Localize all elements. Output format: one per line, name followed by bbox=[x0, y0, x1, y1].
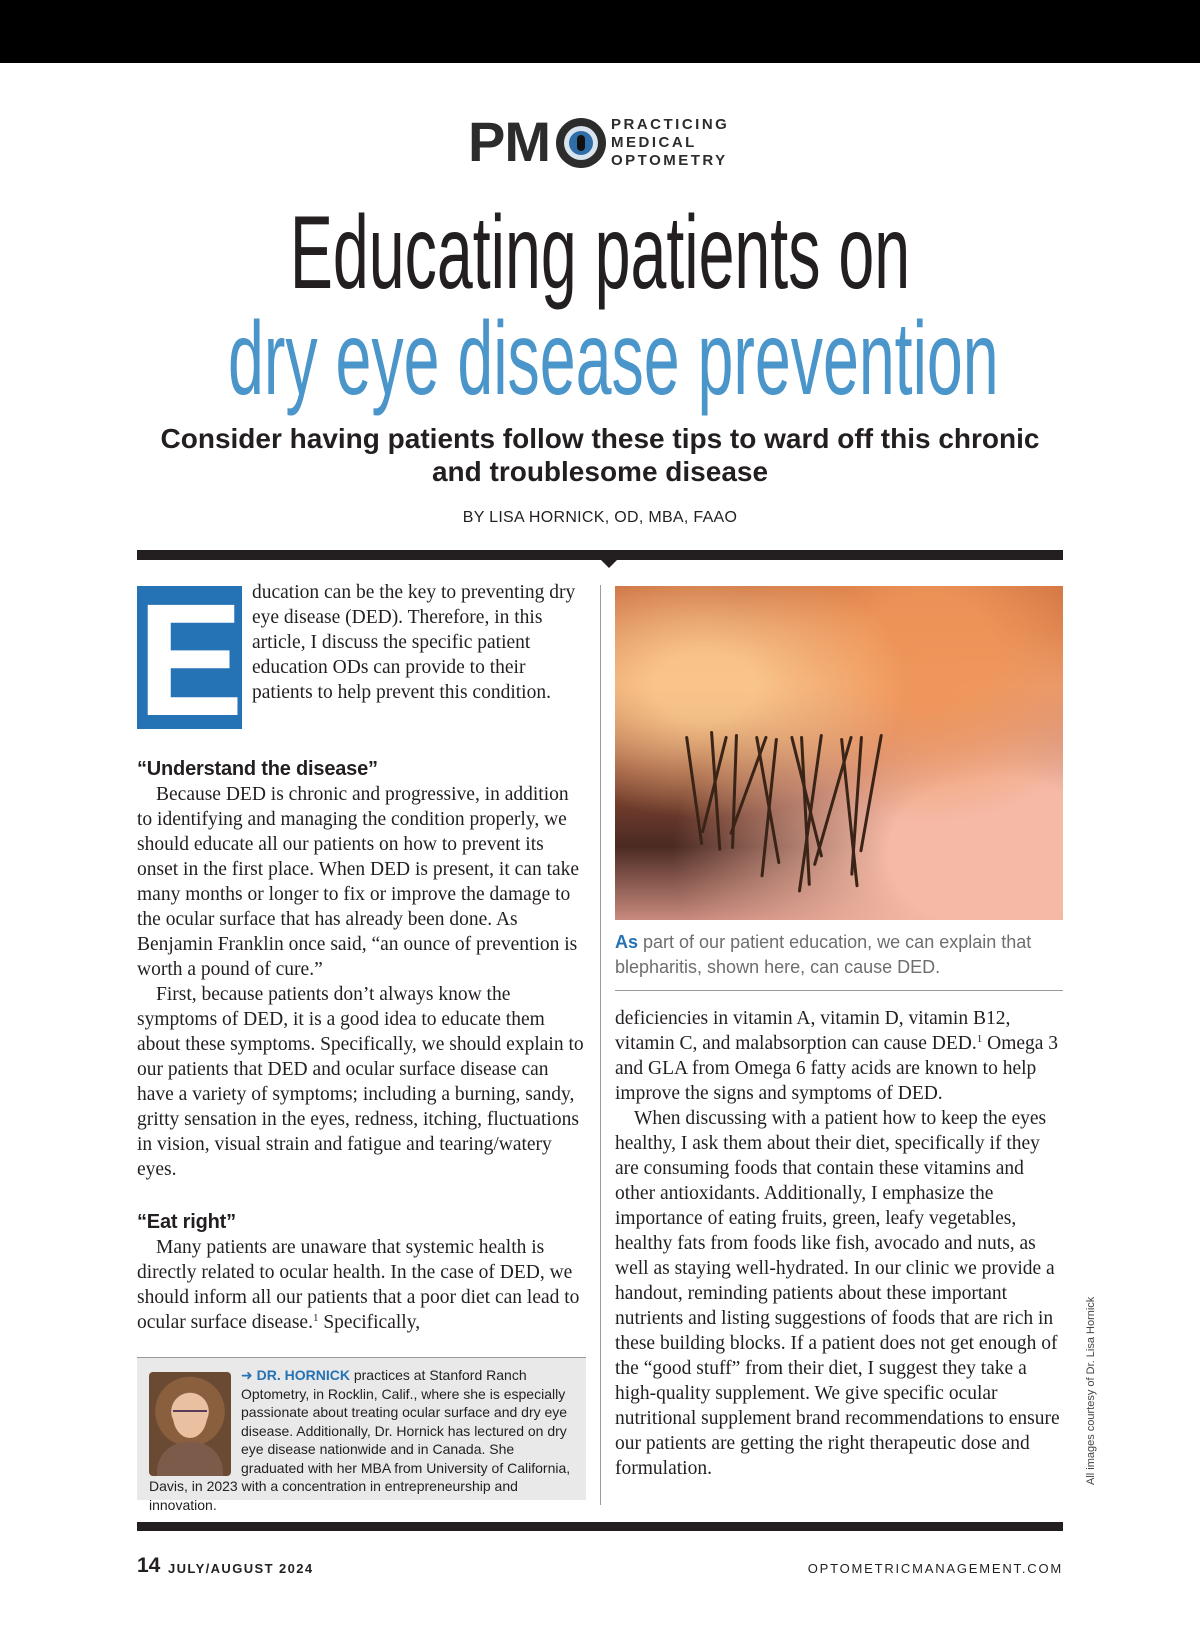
page-number: 14 bbox=[137, 1554, 161, 1577]
eyelash bbox=[859, 734, 883, 853]
body-paragraph: Many patients are unaware that systemic health is directly related to ocular health. In the case of DED, we should inform all our patients that a poor diet can lead to ocular surface disease.$^1$ Specifically, bbox=[137, 1237, 580, 1333]
eyelash bbox=[850, 736, 863, 876]
top-black-bar bbox=[0, 0, 1200, 63]
caption-rule bbox=[615, 990, 1063, 991]
column-divider bbox=[600, 585, 601, 1505]
eye-icon bbox=[556, 118, 606, 168]
logo-wordmark: PRACTICING MEDICAL OPTOMETRY bbox=[611, 116, 730, 169]
eyelash bbox=[685, 736, 703, 845]
section-heading-eat-right: “Eat right” bbox=[137, 1211, 236, 1233]
author-bio: ➜ DR. HORNICK practices at Stanford Ranch Optometry, in Rocklin, Calif., where she is especially passionate about treating ocular surface and dry eye disease. Additionally, Dr. Hornick has lectured on dry eye disease nationwide and in Canada. She graduated with her MBA from University of California, Davis, in 2023 with a concentration in entrepreneurship and innovation. bbox=[149, 1367, 571, 1513]
article-title-line2: dry eye disease prevention bbox=[228, 301, 999, 417]
body-paragraph: deficiencies in vitamin A, vitamin D, vitamin B12, vitamin C, and malabsorption can cause DED.$^1$ Omega 3 and GLA from Omega 6 fatty acids are known to help improve the signs and symptoms of DED. bbox=[615, 1008, 1059, 1104]
section-heading-understand: “Understand the disease” bbox=[137, 758, 378, 780]
footnote-ref: 1 bbox=[312, 1312, 319, 1324]
body-paragraph: Because DED is chronic and progressive, in addition to identifying and managing the condition properly, we should educate all our patients on how to prevent its onset in the first place. When DED is present, it can take many months or longer to fix or improve the damage to the ocular surface that has already been done. As Benjamin Franklin once said, “an ounce of prevention is worth a pound of cure.” bbox=[137, 784, 580, 980]
website: OPTOMETRICMANAGEMENT.COM bbox=[807, 1561, 1063, 1576]
blepharitis-photo bbox=[615, 586, 1063, 920]
photo-credit: All images courtesy of Dr. Lisa Hornick bbox=[1085, 1296, 1097, 1485]
article-subtitle: Consider having patients follow these tips to ward off this chronic and troublesome disease bbox=[160, 423, 1040, 487]
right-column bbox=[615, 1006, 1063, 1481]
logo-pm-letters: PM bbox=[468, 110, 550, 173]
author-bio-box bbox=[137, 1357, 586, 1513]
bottom-rule bbox=[137, 1522, 1063, 1531]
intro-paragraph: ducation can be the key to preventing dry eye disease (DED). Therefore, in this article, I discuss the specific patient education ODs can provide to their patients to help prevent this condition. bbox=[252, 582, 576, 703]
body-paragraph: When discussing with a patient how to keep the eyes healthy, I ask them about their diet, specifically if they are consuming foods that contain these vitamins and other antioxidants. Additionally, I emphasize the importance of eating fruits, green, leafy vegetables, healthy fats from foods like fish, avocado and nuts, as well as staying well-hydrated. In our clinic we provide a handout, reminding patients about these important nutrients and listing suggestions of foods that are rich in these building blocks. If a patient does not get enough of the “good stuff” from their diet, I suggest they take a high-quality supplement. We give specific ocular nutritional supplement brand recommendations to ensure our patients are getting the right therapeutic dose and formulation. bbox=[615, 1108, 1060, 1479]
drop-cap: E bbox=[137, 570, 244, 749]
bio-author-name: DR. HORNICK bbox=[256, 1367, 350, 1383]
byline: BY LISA HORNICK, OD, MBA, FAAO bbox=[462, 509, 738, 526]
body-paragraph: First, because patients don’t always know the symptoms of DED, it is a good idea to educate them about these symptoms. Specifically, we should explain to our patients that DED and ocular surface disease can have a variety of symptoms; including a burning, sandy, gritty sensation in the eyes, redness, itching, fluctuations in vision, visual strain and fatigue and tearing/watery eyes. bbox=[137, 984, 584, 1180]
article-title-line1: Educating patients on bbox=[289, 195, 911, 311]
bio-arrow-icon: ➜ bbox=[241, 1367, 257, 1383]
left-column bbox=[137, 570, 586, 1335]
photo-caption: As part of our patient education, we can explain that blepharitis, shown here, can cause DED. bbox=[615, 932, 1032, 977]
pmo-logo bbox=[468, 112, 748, 172]
issue-date: JULY/AUGUST 2024 bbox=[168, 1561, 314, 1576]
footnote-ref: 1 bbox=[976, 1033, 983, 1045]
rule-notch bbox=[600, 559, 618, 568]
